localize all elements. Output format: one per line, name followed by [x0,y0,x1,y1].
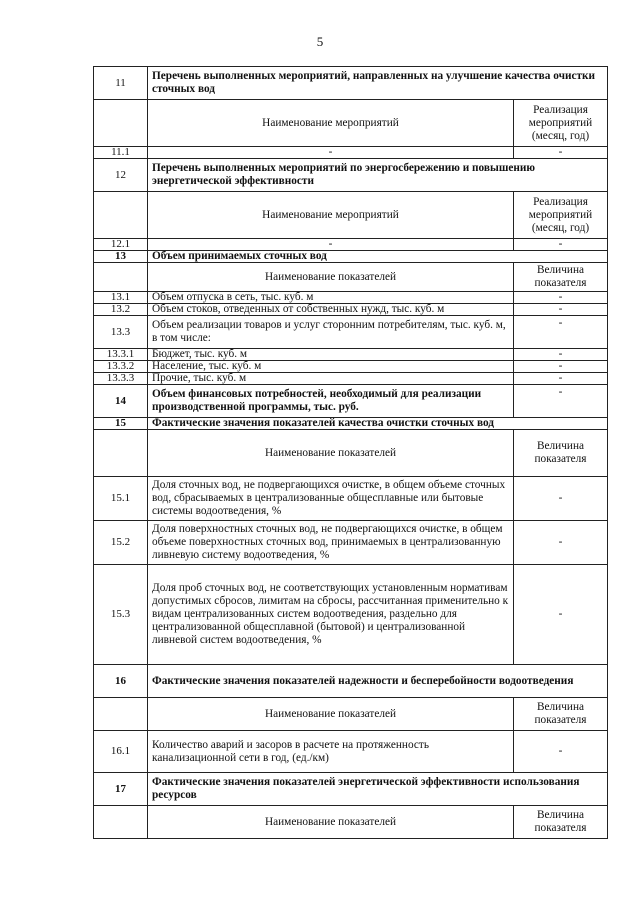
empty-cell [94,806,148,839]
section-title: Объем принимаемых сточных вод [148,251,608,263]
section-12-title-row [94,159,608,192]
row-name: Население, тыс. куб. м [148,361,514,373]
row-name: - [148,147,514,159]
empty-cell [94,698,148,731]
section-11-title-row [94,67,608,100]
section-number: 17 [94,773,148,806]
table-row [94,521,608,565]
section-number: 11 [94,67,148,100]
column-header-name: Наименование показателей [148,430,514,477]
section-14-row [94,385,608,418]
row-value: - [514,304,608,316]
section-title: Фактические значения показателей надежности и бесперебойности водоотведения [148,665,608,698]
row-number: 15.1 [94,477,148,521]
column-header-value: Величина показателя [514,430,608,477]
section-number: 16 [94,665,148,698]
section-title: Объем финансовых потребностей, необходимый для реализации производственной программы, тыс. руб. [148,385,514,418]
row-name: Количество аварий и засоров в расчете на протяженность канализационной сети в год, (ед./км) [148,731,514,773]
row-number: 13.3 [94,316,148,349]
table-row [94,477,608,521]
section-16-header-row [94,698,608,731]
row-value: - [514,477,608,521]
row-value: - [514,361,608,373]
row-number: 12.1 [94,239,148,251]
section-12-header-row [94,192,608,239]
row-value: - [514,239,608,251]
table-row [94,239,608,251]
row-value: - [514,147,608,159]
table-row [94,361,608,373]
table-row [94,565,608,665]
empty-cell [94,263,148,292]
row-name: Бюджет, тыс. куб. м [148,349,514,361]
section-number: 12 [94,159,148,192]
section-17-header-row [94,806,608,839]
row-value: - [514,521,608,565]
row-value: - [514,292,608,304]
section-title: Фактические значения показателей энергетической эффективности использования ресурсов [148,773,608,806]
row-name: Прочие, тыс. куб. м [148,373,514,385]
table-row [94,731,608,773]
empty-cell [94,192,148,239]
table-row [94,147,608,159]
table-row [94,349,608,361]
row-number: 15.2 [94,521,148,565]
row-name: Объем стоков, отведенных от собственных нужд, тыс. куб. м [148,304,514,316]
row-name: - [148,239,514,251]
report-table [93,66,608,839]
section-15-header-row [94,430,608,477]
section-13-header-row [94,263,608,292]
row-number: 15.3 [94,565,148,665]
column-header-name: Наименование мероприятий [148,192,514,239]
row-number: 13.2 [94,304,148,316]
section-17-title-row [94,773,608,806]
table-row [94,316,608,349]
section-15-title-row [94,418,608,430]
section-11-header-row [94,100,608,147]
section-title: Фактические значения показателей качества очистки сточных вод [148,418,608,430]
row-number: 13.3.1 [94,349,148,361]
table-row [94,304,608,316]
row-value: - [514,316,608,349]
section-16-title-row [94,665,608,698]
row-value: - [514,385,608,418]
section-number: 13 [94,251,148,263]
row-value: - [514,565,608,665]
row-name: Доля проб сточных вод, не соответствующих установленным нормативам допустимых сбросов, лимитам на сбросы, рассчитанная применительно к видам централизованных систем водоотведения, раздельно для централизованной общесплавной (бытовой) и централизованной ливневой систем водоотведения, % [148,565,514,665]
row-value: - [514,731,608,773]
row-name: Объем реализации товаров и услуг сторонним потребителям, тыс. куб. м, в том числе: [148,316,514,349]
section-number: 14 [94,385,148,418]
row-name: Доля сточных вод, не подвергающихся очистке, в общем объеме сточных вод, сбрасываемых в централизованные общесплавные или бытовые системы водоотведения, % [148,477,514,521]
section-title: Перечень выполненных мероприятий, направленных на улучшение качества очистки сточных вод [148,67,608,100]
page-number: 5 [316,34,324,49]
column-header-name: Наименование мероприятий [148,100,514,147]
section-number: 15 [94,418,148,430]
row-number: 13.3.2 [94,361,148,373]
row-name: Доля поверхностных сточных вод, не подвергающихся очистке, в общем объеме поверхностных сточных вод, принимаемых в централизованную ливневую систему водоотведения, % [148,521,514,565]
section-title: Перечень выполненных мероприятий по энергосбережению и повышению энергетической эффективности [148,159,608,192]
row-number: 13.1 [94,292,148,304]
column-header-name: Наименование показателей [148,698,514,731]
column-header-value: Величина показателя [514,698,608,731]
row-number: 16.1 [94,731,148,773]
row-value: - [514,349,608,361]
table-row [94,292,608,304]
column-header-value: Величина показателя [514,806,608,839]
column-header-value: Реализация мероприятий (месяц, год) [514,192,608,239]
empty-cell [94,430,148,477]
row-name: Объем отпуска в сеть, тыс. куб. м [148,292,514,304]
table-row [94,373,608,385]
section-13-title-row [94,251,608,263]
row-number: 13.3.3 [94,373,148,385]
column-header-name: Наименование показателей [148,806,514,839]
row-number: 11.1 [94,147,148,159]
column-header-name: Наименование показателей [148,263,514,292]
empty-cell [94,100,148,147]
row-value: - [514,373,608,385]
column-header-value: Величина показателя [514,263,608,292]
column-header-value: Реализация мероприятий (месяц, год) [514,100,608,147]
